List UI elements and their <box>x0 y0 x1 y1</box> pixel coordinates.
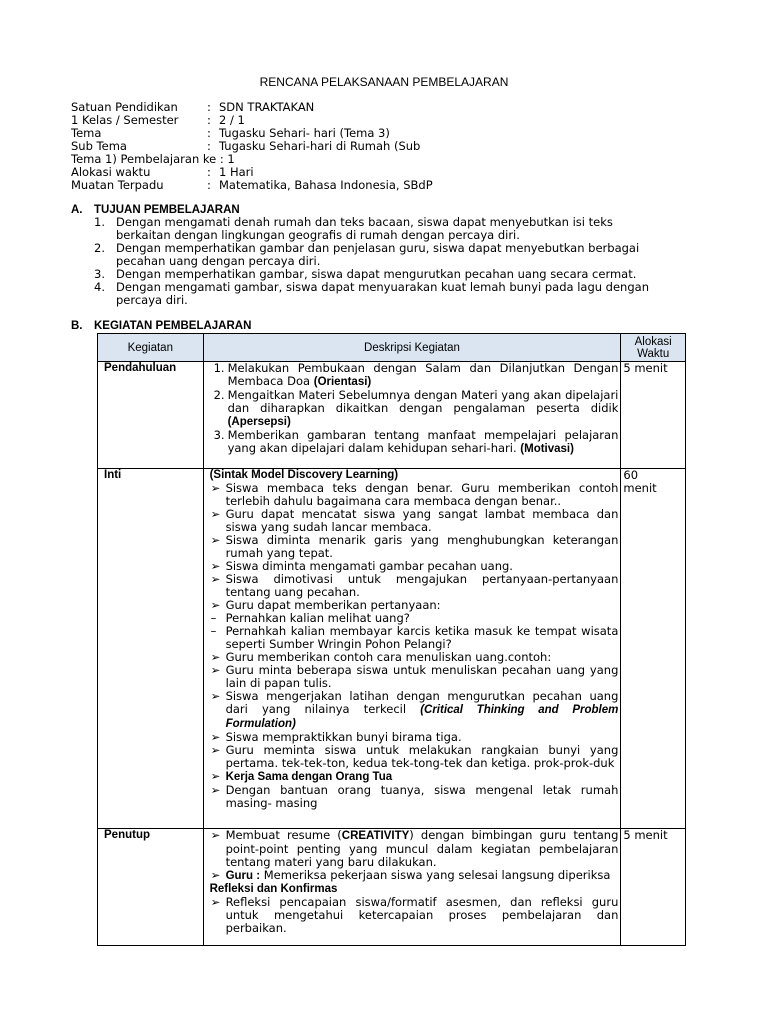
meta-value: Tugasku Sehari-hari di Rumah (Sub <box>219 139 421 153</box>
item-text-plain: Guru dapat memberikan pertanyaan: <box>225 598 441 612</box>
item-text-plain: Mengaitkan Materi Sebelumnya dengan Materi yang akan dipelajari dan diharapkan dikaitkan dengan pengalaman peserta didik <box>227 388 619 415</box>
meta-colon: : <box>207 139 211 153</box>
pendahuluan-time: 5 menit <box>621 362 686 469</box>
meta-colon: : <box>207 178 211 192</box>
item-text <box>226 829 619 869</box>
meta-value: Tugasku Sehari- hari (Tema 3) <box>219 126 390 140</box>
header-alokasi <box>621 334 686 362</box>
objective-line: Dengan mengamati denah rumah dan teks bacaan, siswa dapat menyebutkan isi teks <box>116 215 613 229</box>
item-text-plain: Pernahkan kalian melihat uang? <box>225 611 410 625</box>
meta-value: 1 Hari <box>219 165 254 179</box>
identity-block <box>71 101 691 192</box>
header-kegiatan: Kegiatan <box>98 334 204 362</box>
objective-number: 1. <box>94 215 105 229</box>
item-number: 3. <box>213 428 225 442</box>
objective-item <box>94 281 688 307</box>
bullet-arrow-icon: ➢ <box>210 559 221 573</box>
item-text <box>226 625 619 651</box>
meta-key: Alokasi waktu <box>71 165 151 179</box>
objectives-list <box>94 216 688 307</box>
list-item <box>206 829 619 869</box>
list-item <box>206 770 619 784</box>
bullet-arrow-icon: ➢ <box>210 730 221 744</box>
meta-key: Tema <box>71 126 102 140</box>
objective-text <box>116 281 688 307</box>
meta-key: Satuan Pendidikan <box>71 100 178 114</box>
meta-colon: : <box>207 165 211 179</box>
list-item <box>206 389 619 429</box>
objective-item <box>94 242 688 268</box>
item-text-plain: Pernahkah kalian membayar karcis ketika masuk ke tempat wisata seperti Sumber Wringin Pohon Pelangi? <box>225 624 619 651</box>
section-number: B. <box>71 320 83 332</box>
item-text-plain: Siswa mempraktikkan bunyi birama tiga. <box>225 730 462 744</box>
item-text-plain: Guru memberikan contoh cara menuliskan uang.contoh: <box>225 650 552 664</box>
item-text-plain: Memberikan gambaran tentang manfaat mempelajari pelajaran yang akan dipelajari dalam kehidupan sehari-hari. <box>227 428 619 455</box>
item-text-plain: Guru minta beberapa siswa untuk menuliskan pecahan uang yang lain di papan tulis. <box>225 663 619 690</box>
list-item <box>206 869 619 883</box>
objective-line: percaya diri. <box>116 293 188 307</box>
item-text-bold: (Motivasi) <box>520 443 574 455</box>
table-row <box>98 829 686 946</box>
objective-text <box>116 216 688 242</box>
item-text <box>228 389 619 429</box>
item-text-plain: Siswa dimotivasi untuk mengajukan pertanyaan-pertanyaan tentang uang pecahan. <box>225 572 619 599</box>
header-alokasi-line: Waktu <box>637 347 670 360</box>
list-item <box>206 784 619 810</box>
bullet-arrow-icon: ➢ <box>210 783 221 797</box>
item-text-plain: Dengan bantuan orang tuanya, siswa mengenal letak rumah masing- masing <box>225 783 619 810</box>
list-item <box>206 896 619 935</box>
item-text <box>226 770 619 784</box>
item-text <box>226 869 619 883</box>
item-text <box>226 534 619 560</box>
item-text <box>226 482 619 508</box>
bullet-arrow-icon: ➢ <box>210 533 221 547</box>
bullet-arrow-icon: ➢ <box>210 828 221 842</box>
item-text-plain: Siswa diminta menarik garis yang menghubungkan keterangan rumah yang tepat. <box>225 533 619 560</box>
item-text-bold-italic: (Critical Thinking and Problem Formulation) <box>225 704 619 730</box>
objective-number: 2. <box>94 241 105 255</box>
meta-row <box>71 179 691 192</box>
bullet-arrow-icon: ➢ <box>210 481 221 495</box>
item-text-bold: (Orientasi) <box>313 376 372 388</box>
list-item <box>206 429 619 456</box>
meta-key: Sub Tema <box>71 139 127 153</box>
item-text-plain: Siswa membaca teks dengan benar. Guru memberikan contoh terlebih dahulu bagaimana cara membaca dengan benar.. <box>225 481 619 508</box>
list-item <box>206 534 619 560</box>
meta-value: 2 / 1 <box>219 113 245 127</box>
item-text <box>228 362 619 389</box>
bullet-arrow-icon: ➢ <box>210 895 221 909</box>
item-text-plain: Melakukan Pembukaan dengan Salam dan Dilanjutkan Dengan Membaca Doa <box>227 361 619 388</box>
inti-heading: (Sintak Model Discovery Learning) <box>209 469 399 481</box>
meta-key: 1 Kelas / Semester <box>71 113 179 127</box>
table-header-row <box>98 334 686 362</box>
inti-list <box>206 482 619 810</box>
objective-number: 4. <box>94 280 105 294</box>
item-text-plain: Membuat resume ( <box>225 828 342 842</box>
refleksi-heading: Refleksi dan Konfirmas <box>209 883 338 895</box>
row-label-inti: Inti <box>98 469 204 829</box>
row-label-pendahuluan: Pendahuluan <box>98 362 204 469</box>
bullet-arrow-icon: ➢ <box>210 769 221 783</box>
section-b-heading <box>71 320 251 333</box>
inti-description <box>203 469 621 829</box>
meta-row-wrap <box>71 153 691 166</box>
section-title: KEGIATAN PEMBELAJARAN <box>94 320 252 332</box>
table-row <box>98 362 686 469</box>
row-label-penutup: Penutup <box>98 829 204 946</box>
bullet-arrow-icon: ➢ <box>210 689 221 703</box>
pendahuluan-description <box>203 362 621 469</box>
item-text-bold: Guru : <box>225 870 261 882</box>
list-item <box>206 482 619 508</box>
penutup-time: 5 menit <box>621 829 686 946</box>
objective-item <box>94 216 688 242</box>
section-number: A. <box>71 204 83 216</box>
header-alokasi-line: Alokasi <box>634 335 672 348</box>
list-item <box>206 508 619 534</box>
list-item <box>206 625 619 651</box>
item-number: 2. <box>213 388 225 402</box>
meta-colon: : <box>207 113 211 127</box>
item-text <box>226 690 619 731</box>
item-text-plain: Siswa diminta mengamati gambar pecahan uang. <box>225 559 513 573</box>
document-title: RENCANA PELAKSANAAN PEMBELAJARAN <box>259 75 509 89</box>
bullet-arrow-icon: ➢ <box>210 743 221 757</box>
item-text-plain: Memeriksa pekerjaan siswa yang selesai langsung diperiksa <box>260 868 611 882</box>
bullet-arrow-icon: ➢ <box>210 572 221 586</box>
meta-colon: : <box>207 126 211 140</box>
item-text-bold: (Apersepsi) <box>227 416 291 428</box>
item-text-bold: Kerja Sama dengan Orang Tua <box>225 771 393 783</box>
item-text-plain: Siswa mengerjakan latihan dengan mengurutkan pecahan uang dari yang nilainya terkecil <box>225 689 619 716</box>
objective-line: Dengan mengamati gambar, siswa dapat menyuarakan kuat lemah bunyi pada lagu dengan <box>116 280 649 294</box>
list-item <box>206 573 619 599</box>
meta-value: SDN TRAKTAKAN <box>219 100 315 114</box>
item-text <box>226 508 619 534</box>
list-item <box>206 664 619 690</box>
objective-line: pecahan uang dengan percaya diri. <box>116 254 321 268</box>
item-text <box>226 784 619 810</box>
list-item <box>206 690 619 731</box>
list-item <box>206 362 619 389</box>
objective-line: Dengan memperhatikan gambar dan penjelasan guru, siswa dapat menyebutkan berbagai <box>116 241 640 255</box>
item-text: Refleksi pencapaian siswa/formatif asesmen, dan refleksi guru untuk mengetahui ketercapaian proses pembelajaran dan perbaikan. <box>225 895 619 935</box>
dash-bullet-icon: – <box>210 611 217 625</box>
item-text-plain: Guru dapat mencatat siswa yang sangat lambat membaca dan siswa yang sudah lancar membaca. <box>225 507 619 534</box>
item-text-bold: CREATIVITY <box>341 830 410 842</box>
section-title: TUJUAN PEMBELAJARAN <box>94 204 240 216</box>
objective-number: 3. <box>94 267 105 281</box>
table-row <box>98 469 686 829</box>
item-text-plain: Guru meminta siswa untuk melakukan rangkaian bunyi yang pertama. tek-tek-ton, kedua tek-tong-tek dan ketiga. prok-prok-duk <box>225 743 619 770</box>
inti-time-line: menit <box>623 481 657 495</box>
bullet-arrow-icon: ➢ <box>210 663 221 677</box>
item-text <box>226 744 619 770</box>
inti-time-line: 60 <box>623 468 639 482</box>
objective-line: berkaitan dengan lingkungan geografis di rumah dengan percaya diri. <box>116 228 520 242</box>
item-text <box>226 664 619 690</box>
bullet-arrow-icon: ➢ <box>210 868 221 882</box>
item-text-plain: ) dengan bimbingan guru tentang point-point penting yang muncul dalam kegiatan pembelajaran tentang materi yang baru dilakukan. <box>225 828 619 869</box>
meta-value: Matematika, Bahasa Indonesia, SBdP <box>219 178 433 192</box>
meta-wrap-line: Tema 1) Pembelajaran ke : 1 <box>71 152 235 166</box>
item-text <box>228 429 619 456</box>
meta-key: Muatan Terpadu <box>71 178 164 192</box>
objective-line: Dengan memperhatikan gambar, siswa dapat mengurutkan pecahan uang secara cermat. <box>116 267 637 281</box>
bullet-arrow-icon: ➢ <box>210 507 221 521</box>
item-number: 1. <box>213 361 225 375</box>
penutup-description <box>203 829 621 946</box>
objective-text <box>116 242 688 268</box>
item-text <box>226 573 619 599</box>
meta-colon: : <box>207 100 211 114</box>
list-item <box>206 744 619 770</box>
activities-table <box>97 333 686 946</box>
bullet-arrow-icon: ➢ <box>210 598 221 612</box>
bullet-arrow-icon: ➢ <box>210 650 221 664</box>
inti-time <box>621 469 686 829</box>
header-deskripsi: Deskripsi Kegiatan <box>203 334 621 362</box>
dash-bullet-icon: – <box>210 624 217 638</box>
